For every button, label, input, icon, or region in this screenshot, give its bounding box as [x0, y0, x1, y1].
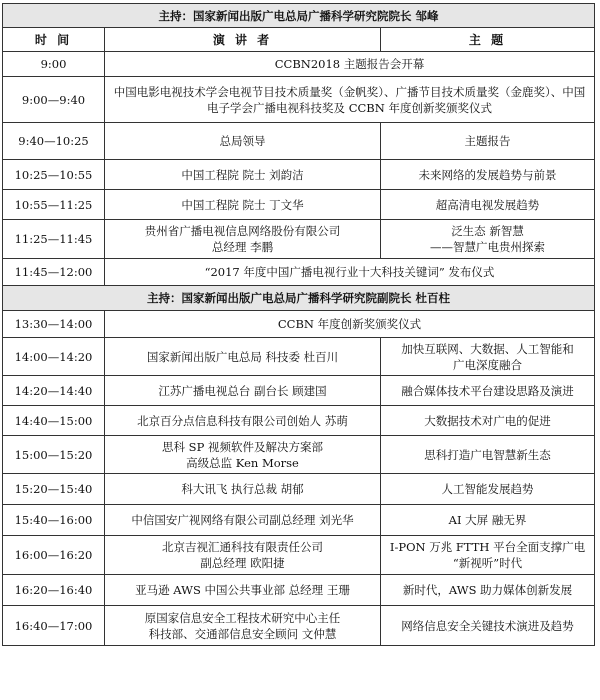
topic-cell [381, 436, 595, 474]
table-row [3, 123, 595, 160]
topic-cell [381, 575, 595, 606]
speaker-cell [105, 474, 381, 505]
topic-cell [381, 474, 595, 505]
topic-cell [381, 376, 595, 406]
speaker-cell [105, 190, 381, 220]
speaker-cell-line: 贵州省广播电视信息网络股份有限公司 [144, 224, 341, 238]
speaker-cell [105, 536, 381, 575]
speaker-cell [105, 606, 381, 646]
table-row [3, 505, 595, 536]
time-cell: 9:00 [3, 52, 105, 77]
time-cell: 13:30—14:00 [3, 311, 105, 338]
table-row [3, 376, 595, 406]
speaker-cell-line: 北京吉视汇通科技有限责任公司 [162, 540, 323, 554]
topic-cell [381, 505, 595, 536]
speaker-cell-line: 中国工程院 院士 丁文华 [181, 197, 304, 212]
topic-cell [381, 190, 595, 220]
topic-cell [381, 406, 595, 436]
speaker-cell [105, 406, 381, 436]
topic-cell-line: “新视听”时代 [452, 556, 523, 570]
event-cell: 中国电影电视技术学会电视节目技术质量奖（金帆奖）、广播节目技术质量奖（金鹿奖）、中国电子学会广播电视科技奖及 CCBN 年度创新奖颁奖仪式 [105, 77, 595, 123]
time-cell: 14:40—15:00 [3, 406, 105, 436]
header-topic: 主 题 [381, 28, 595, 52]
table-row [3, 606, 595, 646]
speaker-cell [105, 123, 381, 160]
time-cell: 15:00—15:20 [3, 436, 105, 474]
speaker-cell-line: 总经理 李鹏 [211, 240, 274, 254]
topic-cell [381, 536, 595, 575]
table-row [3, 311, 595, 338]
event-cell: “2017 年度中国广播电视行业十大科技关键词” 发布仪式 [105, 259, 595, 286]
time-cell: 11:25—11:45 [3, 220, 105, 259]
topic-cell-line: 未来网络的发展趋势与前景 [418, 167, 557, 182]
speaker-cell [105, 160, 381, 190]
topic-cell-line: ——智慧广电贵州探索 [430, 240, 546, 254]
host-label: 主持：国家新闻出版广电总局广播科学研究院院长 邹峰 [3, 4, 595, 28]
host-row [3, 286, 595, 311]
host-label: 主持：国家新闻出版广电总局广播科学研究院副院长 杜百柱 [3, 286, 595, 311]
time-cell: 16:40—17:00 [3, 606, 105, 646]
time-cell: 16:20—16:40 [3, 575, 105, 606]
speaker-cell-line: 亚马逊 AWS 中国公共事业部 总经理 王珊 [135, 583, 350, 597]
speaker-cell-line: 江苏广播电视总台 副台长 顾建国 [158, 383, 327, 398]
time-cell: 10:25—10:55 [3, 160, 105, 190]
time-cell: 14:00—14:20 [3, 338, 105, 376]
time-cell: 15:40—16:00 [3, 505, 105, 536]
topic-cell-line: 思科打造广电智慧新生态 [424, 447, 551, 462]
topic-cell-line: 新时代，AWS 助力媒体创新发展 [402, 583, 573, 597]
time-cell: 10:55—11:25 [3, 190, 105, 220]
event-cell: CCBN 年度创新奖颁奖仪式 [105, 311, 595, 338]
time-cell: 16:00—16:20 [3, 536, 105, 575]
speaker-cell-line: 中信国安广视网络有限公司副总经理 刘光华 [131, 513, 354, 527]
topic-cell [381, 338, 595, 376]
speaker-cell-line: 高级总监 Ken Morse [186, 455, 299, 470]
speaker-cell-line: 北京百分点信息科技有限公司创始人 苏萌 [137, 413, 348, 428]
time-cell: 11:45—12:00 [3, 259, 105, 286]
speaker-cell [105, 575, 381, 606]
table-row [3, 160, 595, 190]
topic-cell [381, 160, 595, 190]
topic-cell-line: 泛生态 新智慧 [451, 224, 524, 238]
speaker-cell [105, 338, 381, 376]
table-row [3, 575, 595, 606]
table-row [3, 259, 595, 286]
topic-cell-line: I-PON 万兆 FTTH 平台全面支撑广电 [389, 540, 586, 554]
topic-cell-line: 主题报告 [464, 134, 511, 148]
speaker-cell-line: 科技部、交通部信息安全顾问 文仲慧 [148, 626, 337, 641]
table-row [3, 338, 595, 376]
schedule-container [2, 3, 595, 646]
time-cell: 9:00—9:40 [3, 77, 105, 123]
table-row [3, 474, 595, 505]
header-time: 时 间 [3, 28, 105, 52]
topic-cell-line: 广电深度融合 [453, 357, 523, 372]
speaker-cell-line: 原国家信息安全工程技术研究中心主任 [144, 610, 341, 625]
topic-cell [381, 220, 595, 259]
speaker-cell [105, 505, 381, 536]
speaker-cell-line: 思科 SP 视频软件及解决方案部 [162, 439, 323, 454]
topic-cell-line: 网络信息安全关键技术演进及趋势 [401, 618, 574, 633]
schedule-body [3, 4, 595, 646]
header-speaker: 演 讲 者 [105, 28, 381, 52]
time-cell: 14:20—14:40 [3, 376, 105, 406]
host-row [3, 4, 595, 28]
topic-cell-line: 大数据技术对广电的促进 [424, 413, 551, 428]
time-cell: 15:20—15:40 [3, 474, 105, 505]
column-header-row [3, 28, 595, 52]
speaker-cell [105, 436, 381, 474]
topic-cell [381, 123, 595, 160]
table-row [3, 436, 595, 474]
speaker-cell [105, 376, 381, 406]
topic-cell-line: AI 大屏 融无界 [448, 513, 527, 527]
speaker-cell-line: 总局领导 [219, 134, 266, 148]
speaker-cell-line: 国家新闻出版广电总局 科技委 杜百川 [146, 349, 339, 364]
speaker-cell-line: 副总经理 欧阳捷 [200, 556, 285, 570]
event-cell: CCBN2018 主题报告会开幕 [105, 52, 595, 77]
table-row [3, 406, 595, 436]
table-row [3, 52, 595, 77]
table-row [3, 220, 595, 259]
table-row [3, 77, 595, 123]
speaker-cell [105, 220, 381, 259]
topic-cell-line: 人工智能发展趋势 [441, 482, 534, 496]
topic-cell-line: 加快互联网、大数据、人工智能和 [401, 341, 574, 356]
table-row [3, 190, 595, 220]
table-row [3, 536, 595, 575]
time-cell: 9:40—10:25 [3, 123, 105, 160]
topic-cell-line: 超高清电视发展趋势 [435, 197, 540, 212]
speaker-cell-line: 中国工程院 院士 刘韵洁 [181, 167, 304, 182]
schedule-table [2, 3, 595, 646]
topic-cell-line: 融合媒体技术平台建设思路及演进 [401, 383, 574, 398]
topic-cell [381, 606, 595, 646]
speaker-cell-line: 科大讯飞 执行总裁 胡郁 [181, 482, 304, 496]
